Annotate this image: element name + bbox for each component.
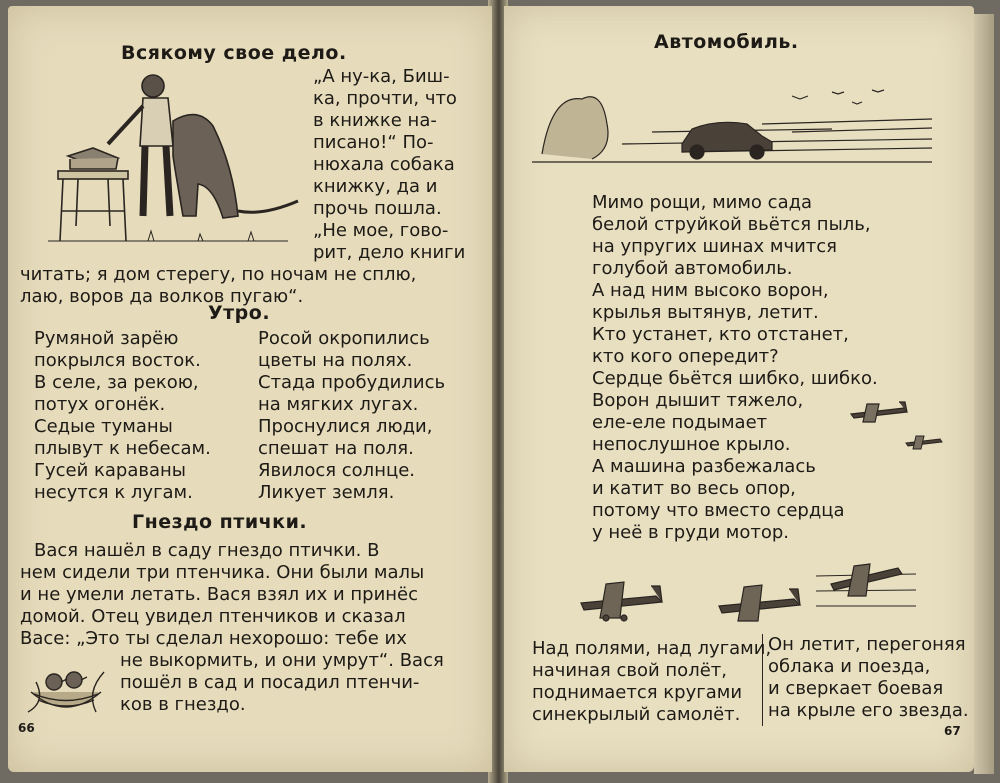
poem-car-line: еле-еле подымает [592,412,768,433]
poem-plane-line: синекрылый самолёт. [532,704,741,725]
story2-line: ков в гнездо. [120,694,246,715]
airplane-icon [904,431,944,453]
story2-line: пошёл в сад и посадил птенчи- [120,672,420,693]
poem-car-line: Сердце бьётся шибко, шибко. [592,368,878,389]
poem-morning-line: Росой окропились [258,328,430,349]
poem-car-title: Автомобиль. [654,31,799,53]
story1-line: лаю, воров да волков пугаю“. [20,286,304,307]
story1-line: ка, прочти, что [313,88,457,109]
left-page [8,6,492,772]
story1-line: „А ну-ка, Биш- [313,66,450,87]
poem-morning-line: покрылся восток. [34,350,201,371]
poem-morning-line: спешат на поля. [258,438,414,459]
story1-line: читать; я дом стерегу, по ночам не сплю, [20,264,417,285]
story1-line: прочь пошла. [313,198,442,219]
poem-plane-line: облака и поезда, [768,656,931,677]
right-page [504,6,974,772]
poem-morning-line: Проснулися люди, [258,416,433,437]
poem-car-line: кто кого опередит? [592,346,779,367]
poem-car-line: А над ним высоко ворон, [592,280,829,301]
poem-morning-line: потух огонёк. [34,394,166,415]
poem-morning-line: Стада пробудились [258,372,446,393]
story1-line: писано!“ По- [313,132,434,153]
poem-morning-line: Гусей караваны [34,460,186,481]
poem-car-line: потому что вместо сердца [592,500,845,521]
birds-nest-illustration [26,652,106,717]
poem-morning-line: плывут к небесам. [34,438,211,459]
page-edges [974,14,994,774]
poem-plane-line: Он летит, перегоняя [768,634,966,655]
story2-line: и не умели летать. Вася взял их и принёс [20,584,419,605]
airplane-icon [576,578,671,623]
story2-line: Васе: „Это ты сделал нехорошо: тебе их [20,628,407,649]
poem-morning-line: В селе, за рекою, [34,372,199,393]
story1-line: нюхала собака [313,154,455,175]
airplane-icon [816,556,916,616]
poem-car-line: голубой автомобиль. [592,258,793,279]
airplane-icon [714,581,809,626]
story2-title: Гнездо птички. [132,511,308,533]
poem-plane-line: на крыле его звезда. [768,700,969,721]
poem-morning-line: на мягких лугах. [258,394,419,415]
poem-morning-line: Явилося солнце. [258,460,416,481]
poem-plane-line: начиная свой полёт, [532,660,727,681]
story2-line: Вася нашёл в саду гнездо птички. В [34,540,380,561]
story2-line: нем сидели три птенчика. Они были малы [20,562,425,583]
page-number-right: 67 [944,724,961,738]
poem-car-line: А машина разбежалась [592,456,816,477]
story1-title: Всякому свое дело. [121,42,347,64]
poem-car-line: непослушное крыло. [592,434,791,455]
story1-line: в книжке на- [313,110,437,131]
airplane-icon [849,396,909,426]
poem-car-line: белой струйкой вьётся пыль, [592,214,871,235]
poem-plane-line: Над полями, над лугами, [532,638,772,659]
story1-line: рит, дело книги [313,242,466,263]
poem-car-line: Кто устанет, кто отстанет, [592,324,849,345]
car-landscape-illustration [532,84,932,169]
poem-car-line: крылья вытянув, летит. [592,302,819,323]
poem-car-line: на упругих шинах мчится [592,236,838,257]
poem-morning-line: цветы на полях. [258,350,413,371]
poem-plane-line: и сверкает боевая [768,678,944,699]
poem-car-line: и катит во весь опор, [592,478,796,499]
poem-car-line: Ворон дышит тяжело, [592,390,804,411]
poem-morning-title: Утро. [208,302,271,324]
poem-car-line: Мимо рощи, мимо сада [592,192,813,213]
poem-morning-line: Седые туманы [34,416,173,437]
poem-plane-line: поднимается кругами [532,682,743,703]
poem-morning-line: Ликует земля. [258,482,395,503]
story1-line: книжку, да и [313,176,438,197]
story2-line: не выкормить, и они умрут“. Вася [120,650,444,671]
story2-line: домой. Отец увидел птенчиков и сказал [20,606,406,627]
poem-car-line: у неё в груди мотор. [592,522,789,543]
boy-and-dog-illustration [48,66,298,246]
poem-morning-line: несутся к лугам. [34,482,193,503]
poem-morning-line: Румяной зарёю [34,328,179,349]
story1-line: „Не мое, гово- [313,220,449,241]
page-number-left: 66 [18,721,35,735]
